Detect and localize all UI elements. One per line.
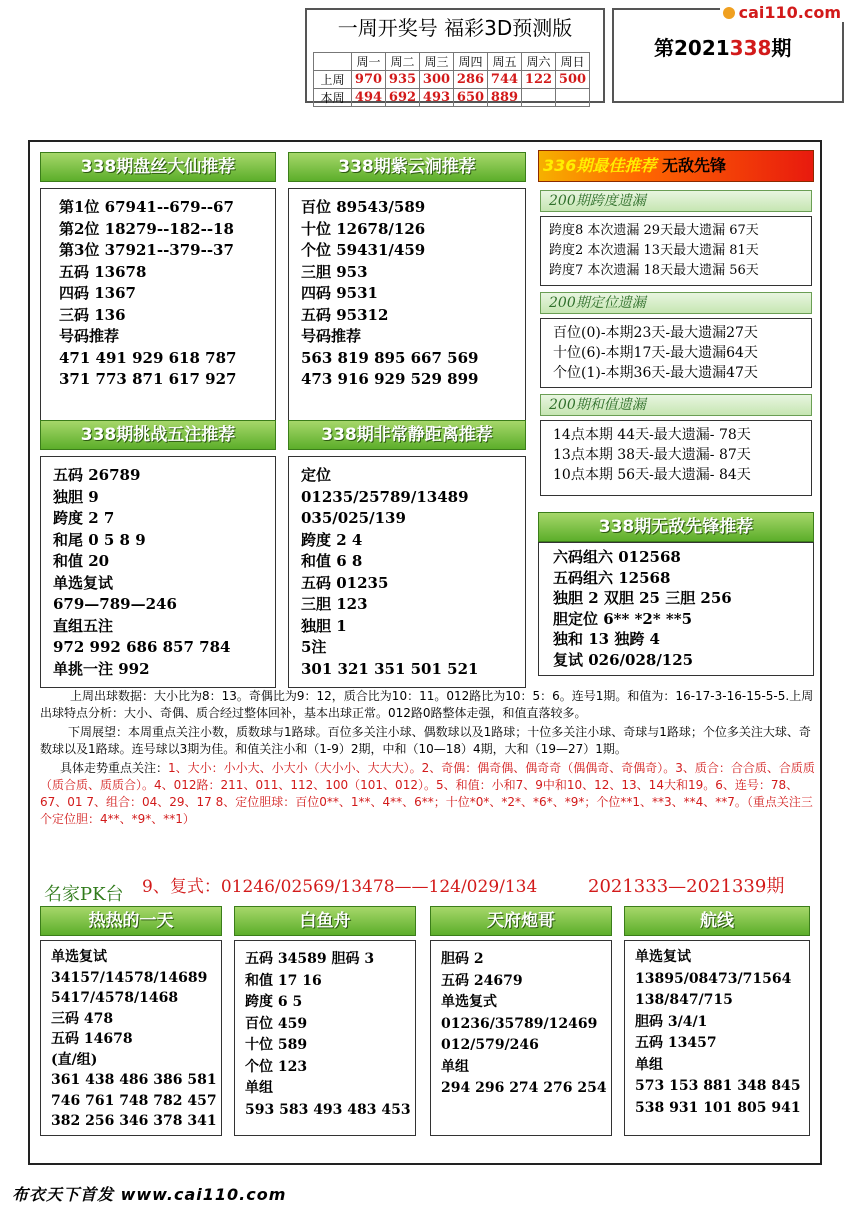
draw-number: 493 — [420, 89, 454, 107]
list-item: 01236/35789/12469 — [441, 1015, 598, 1032]
list-item: 十位 589 — [245, 1037, 308, 1053]
list-item: 138/847/715 — [635, 992, 733, 1008]
list-item: 13895/08473/71564 — [635, 970, 792, 987]
day-header: 周三 — [420, 53, 454, 71]
site-logo[interactable]: cai110.com — [720, 3, 844, 22]
list-item: 十位 12678/126 — [301, 219, 426, 238]
list-item: 直组五注 — [53, 616, 114, 635]
list-item: 号码推荐 — [301, 327, 362, 345]
list-item: 跨度2 本次遗漏 13天最大遗漏 81天 — [549, 243, 759, 258]
issue-box — [612, 8, 844, 103]
list-item: 独胆 1 — [301, 616, 347, 635]
pos-miss-body — [540, 318, 812, 388]
best-recommend-banner: 336期最佳推荐 无敌先锋 — [538, 150, 814, 182]
list-item: 单组 — [441, 1058, 469, 1075]
day-header: 周二 — [386, 53, 420, 71]
list-item: 胆定位 6** *2* **5 — [553, 609, 693, 628]
list-item: 361 438 486 386 581 — [51, 1072, 217, 1088]
pos-miss-title: 200期定位遗漏 — [540, 292, 812, 314]
list-item: 百位 459 — [245, 1015, 308, 1032]
list-item: 独胆 9 — [53, 487, 99, 506]
list-item: 471 491 929 618 787 — [59, 348, 237, 367]
list-item: 跨度 6 5 — [245, 994, 303, 1010]
list-item: 五码 14678 — [51, 1031, 133, 1047]
list-item: 371 773 871 617 927 — [59, 370, 237, 388]
list-item: 单组 — [635, 1056, 663, 1073]
list-item: 个位 123 — [245, 1058, 308, 1075]
weekly-draw-table — [313, 52, 590, 107]
list-item: 第1位 67941--679--67 — [59, 198, 234, 216]
panel-title: 338期非常静距离推荐 — [288, 420, 526, 450]
issue-number: 第2021338期 — [654, 36, 792, 60]
list-item: 和值 6 8 — [301, 552, 363, 570]
list-item: 746 761 748 782 457 — [51, 1092, 217, 1109]
list-item: 百位 89543/589 — [301, 198, 426, 216]
list-item: 14点本期 44天-最大遗漏- 78天 — [553, 427, 751, 443]
analysis-section — [40, 688, 815, 830]
list-item: 胆码 2 — [441, 951, 484, 967]
day-header: 周六 — [522, 53, 556, 71]
day-header: 周一 — [352, 53, 386, 71]
list-item: 563 819 895 667 569 — [301, 348, 479, 367]
day-header: 周五 — [488, 53, 522, 71]
header-title: 一周开奖号 福彩3D预测版 — [337, 16, 573, 40]
draw-number: 970 — [352, 71, 386, 89]
day-header: 周日 — [556, 53, 590, 71]
span-miss-body — [540, 216, 812, 286]
list-item: 单选复试 — [53, 573, 114, 592]
list-item: 六码组六 012568 — [553, 548, 681, 566]
list-item: 跨度 2 4 — [301, 530, 363, 549]
next-week-outlook: 下周展望：本周重点关注小数，质数球与1路球。百位多关注小球、偶数球以及1路球；十位多关注小球、奇球与1路球；个位多关注大球、奇数球以及1路球。连号球以3期为佳。和值关注小和（1-9）2期，中和（10—18）4期，大和（19—27）1期。 — [40, 725, 811, 756]
list-item: 单选复式 — [441, 994, 497, 1010]
draw-number: 935 — [386, 71, 420, 89]
panel-title: 热热的一天 — [40, 906, 222, 936]
draw-number: 494 — [352, 89, 386, 107]
list-item: 01235/25789/13489 — [301, 487, 469, 506]
list-item: 跨度8 本次遗漏 29天最大遗漏 67天 — [549, 223, 759, 238]
list-item: 复试 026/028/125 — [553, 650, 694, 669]
panel-body — [234, 940, 416, 1136]
panel-body — [40, 940, 222, 1136]
list-item: 独和 13 独跨 4 — [553, 630, 660, 648]
list-item: 34157/14578/14689 — [51, 969, 208, 986]
list-item: 五码 34589 胆码 3 — [245, 951, 375, 967]
panel-title: 338期紫云涧推荐 — [288, 152, 526, 182]
last-week-label: 上周 — [314, 71, 352, 89]
list-item: 301 321 351 501 521 — [301, 659, 479, 678]
list-item: 单选复试 — [635, 949, 691, 965]
panel-title: 338期盘丝大仙推荐 — [40, 152, 276, 182]
draw-number: 650 — [454, 89, 488, 107]
list-item: 单选复试 — [51, 949, 107, 965]
draw-number: 122 — [522, 71, 556, 89]
list-item: 个位(1)-本期36天-最大遗漏47天 — [553, 365, 758, 381]
draw-number: 300 — [420, 71, 454, 89]
list-item: 5417/4578/1468 — [51, 990, 179, 1006]
list-item: 035/025/139 — [301, 509, 406, 527]
list-item: 跨度 2 7 — [53, 509, 115, 527]
period-range: 2021333—2021339期 — [588, 876, 785, 897]
sum-miss-body — [540, 420, 812, 496]
fushi-line: 9、复式：01246/02569/13478——124/029/134 — [142, 877, 538, 897]
panel-body — [430, 940, 612, 1136]
panel-title: 白鱼舟 — [234, 906, 416, 936]
panel-body — [288, 188, 526, 426]
draw-number: 889 — [488, 89, 522, 107]
span-miss-title: 200期跨度遗漏 — [540, 190, 812, 212]
list-item: 四码 9531 — [301, 284, 378, 302]
list-item: 第2位 18279--182--18 — [59, 219, 234, 238]
list-item: 定位 — [301, 466, 332, 484]
list-item: 三码 136 — [59, 305, 126, 324]
list-item: 五码 13457 — [635, 1035, 717, 1051]
wudi-rec-title: 338期无敌先锋推荐 — [538, 512, 814, 542]
list-item: 跨度7 本次遗漏 18天最大遗漏 56天 — [549, 263, 759, 278]
list-item: 294 296 274 276 254 — [441, 1080, 607, 1096]
footer-credit: 布衣天下首发 www.cai110.com — [12, 1185, 287, 1204]
last-week-analysis: 上周出球数据：大小比为8：13。奇偶比为9：12，质合比为10：11。012路比为10：5：6。连号1期。和值为：16-17-3-16-15-5-5.上周出球特点分析：大小、奇偶、质合经过整体回补，基本出球正常。012路0路整体走强，和值直落较多。 — [40, 689, 814, 720]
draw-number: 692 — [386, 89, 420, 107]
pk-label: 名家PK台 — [44, 884, 124, 905]
list-item: 10点本期 56天-最大遗漏- 84天 — [553, 467, 751, 483]
draw-number: 286 — [454, 71, 488, 89]
wudi-rec-body — [538, 542, 814, 676]
panel-title: 338期挑战五注推荐 — [40, 420, 276, 450]
list-item: 第3位 37921--379--37 — [59, 241, 234, 259]
list-item: 五码 26789 — [53, 466, 141, 484]
list-item: 号码推荐 — [59, 327, 120, 345]
list-item: 五码 95312 — [301, 305, 389, 324]
list-item: 573 153 881 348 845 — [635, 1078, 801, 1094]
list-item: 五码 01235 — [301, 573, 389, 592]
list-item: 和尾 0 5 8 9 — [53, 530, 146, 549]
list-item: (直/组) — [51, 1051, 98, 1068]
list-item: 972 992 686 857 784 — [53, 638, 231, 656]
day-header: 周四 — [454, 53, 488, 71]
panel-title: 天府炮哥 — [430, 906, 612, 936]
trend-focus: 具体走势重点关注：1、大小：小小大、小大小（大小小、大大大）。2、奇偶：偶奇偶、偶奇奇（偶偶奇、奇偶奇）。3、质合：合合质、合质质（质合质、质质合）。4、012路：211、011、112、100（101、012）。5、和值：小和7、9中和10、12、13、14大和19。6、连号：78、67、01 7、组合：04、29、17 8、定位胆球：百位0**、1**、4**、6**；十位*0*、*2*、*6*、*9*；个位**1、**3、**4、**7。（重点关注三个定位胆：4**、*9*、**1） — [40, 761, 815, 826]
list-item: 和值 17 16 — [245, 972, 322, 989]
panel-title: 航线 — [624, 906, 810, 936]
list-item: 和值 20 — [53, 552, 110, 570]
list-item: 个位 59431/459 — [301, 241, 426, 259]
this-week-label: 本周 — [314, 89, 352, 107]
list-item: 473 916 929 529 899 — [301, 370, 479, 388]
list-item: 593 583 493 483 453 — [245, 1101, 411, 1118]
panel-body — [288, 456, 526, 688]
list-item: 012/579/246 — [441, 1037, 539, 1053]
panel-body — [40, 188, 276, 426]
list-item: 538 931 101 805 941 — [635, 1099, 801, 1116]
weekly-draw-box — [305, 8, 605, 103]
list-item: 百位(0)-本期23天-最大遗漏27天 — [553, 325, 758, 341]
list-item: 单组 — [245, 1080, 273, 1096]
list-item: 5注 — [301, 638, 327, 656]
list-item: 三码 478 — [51, 1010, 114, 1027]
list-item: 382 256 346 378 341 — [51, 1113, 217, 1129]
list-item: 三胆 953 — [301, 262, 368, 281]
draw-number — [522, 89, 556, 107]
draw-number: 500 — [556, 71, 590, 89]
list-item: 五码 13678 — [59, 262, 147, 281]
sum-miss-title: 200期和值遗漏 — [540, 394, 812, 416]
list-item: 679—789—246 — [53, 595, 177, 613]
list-item: 胆码 3/4/1 — [635, 1013, 708, 1030]
list-item: 五码组六 12568 — [553, 568, 671, 587]
list-item: 十位(6)-本期17天-最大遗漏64天 — [553, 345, 758, 361]
list-item: 13点本期 38天-最大遗漏- 87天 — [553, 447, 751, 463]
list-item: 独胆 2 双胆 25 三胆 256 — [553, 589, 732, 607]
list-item: 五码 24679 — [441, 972, 523, 989]
list-item: 三胆 123 — [301, 595, 368, 613]
draw-number — [556, 89, 590, 107]
list-item: 单挑一注 992 — [53, 659, 150, 678]
list-item: 四码 1367 — [59, 284, 136, 302]
panel-body — [624, 940, 810, 1136]
draw-number: 744 — [488, 71, 522, 89]
panel-body — [40, 456, 276, 688]
